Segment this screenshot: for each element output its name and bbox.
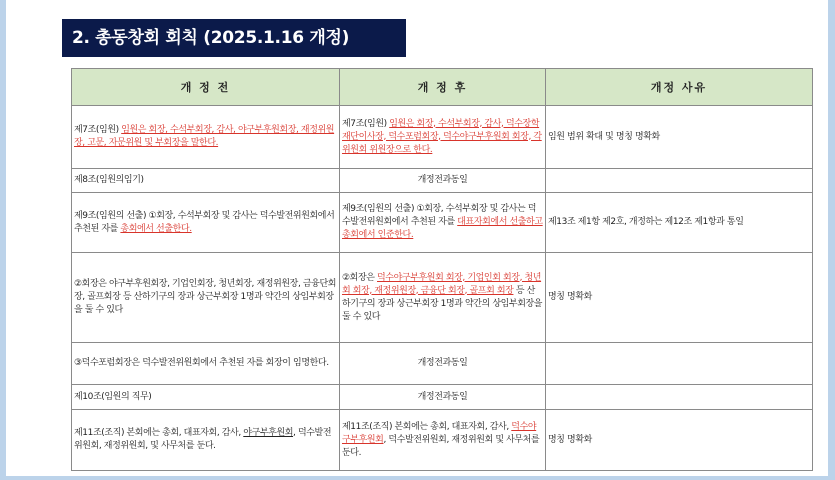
cell-reason: 명칭 명확화	[546, 253, 813, 343]
cell-after: ②회장은 덕수야구부후원회 회장, 기업인회 회장, 청년회 회장, 재정위원장, 금융단 회장, 골프회 회장 등 산하기구의 장과 상근부회장 1명과 약간의 상임부회장을 둘 수 있다	[340, 253, 546, 343]
header-reason: 개정 사유	[546, 69, 813, 106]
table-header-row	[72, 69, 813, 106]
cell-before: 제10조(임원의 직무)	[72, 385, 340, 410]
table-row	[72, 169, 813, 193]
cell-before: 제9조(임원의 선출) ①회장, 수석부회장 및 감사는 덕수발전위원회에서 추천된 자를 총회에서 선출한다.	[72, 193, 340, 253]
cell-reason	[546, 343, 813, 385]
cell-after: 제9조(임원의 선출) ①회장, 수석부회장 및 감사는 덕수발전위원회에서 추천된 자를 대표자회에서 선출하고 총회에서 인준한다.	[340, 193, 546, 253]
cell-after: 제11조(조직) 본회에는 총회, 대표자회, 감사, 덕수야구부후원회, 덕수발전위원회, 재정위원회 및 사무처를 둔다.	[340, 410, 546, 471]
header-after: 개 정 후	[340, 69, 546, 106]
bylaws-revision-table	[71, 68, 813, 471]
table-row	[72, 106, 813, 169]
table-row	[72, 253, 813, 343]
cell-reason	[546, 385, 813, 410]
cell-after: 제7조(임원) 임원은 회장, 수석부회장, 감사, 덕수장학재단이사장, 덕수포럼회장, 덕수야구부후원회 회장, 각 위원회 위원장으로 한다.	[340, 106, 546, 169]
document-title: 2. 총동창회 회칙 (2025.1.16 개정)	[62, 19, 406, 57]
cell-after: 개정전과동일	[340, 385, 546, 410]
table-row	[72, 343, 813, 385]
cell-reason	[546, 169, 813, 193]
cell-before: 제11조(조직) 본회에는 총회, 대표자회, 감사, 야구부후원회, 덕수발전위원회, 재정위원회, 및 사무처를 둔다.	[72, 410, 340, 471]
table-row	[72, 410, 813, 471]
cell-after: 개정전과동일	[340, 169, 546, 193]
cell-reason: 임원 범위 확대 및 명칭 명확화	[546, 106, 813, 169]
cell-before: ③덕수포럼회장은 덕수발전위원회에서 추천된 자를 회장이 임명한다.	[72, 343, 340, 385]
cell-reason: 명칭 명확화	[546, 410, 813, 471]
table-row	[72, 193, 813, 253]
document-page	[6, 0, 828, 476]
cell-before: 제7조(임원) 임원은 회장, 수석부회장, 감사, 야구부후원회장, 재정위원장, 고문, 자문위원 및 부회장을 말한다.	[72, 106, 340, 169]
cell-reason: 제13조 제1항 제2호, 개정하는 제12조 제1항과 통일	[546, 193, 813, 253]
header-before: 개 정 전	[72, 69, 340, 106]
cell-before: ②회장은 야구부후원회장, 기업인회장, 청년회장, 재정위원장, 금융단회장, 골프회장 등 산하기구의 장과 상근부회장 1명과 약간의 상임부회장을 둘 수 있다	[72, 253, 340, 343]
cell-before: 제8조(임원의임기)	[72, 169, 340, 193]
table-row	[72, 385, 813, 410]
cell-after: 개정전과동일	[340, 343, 546, 385]
